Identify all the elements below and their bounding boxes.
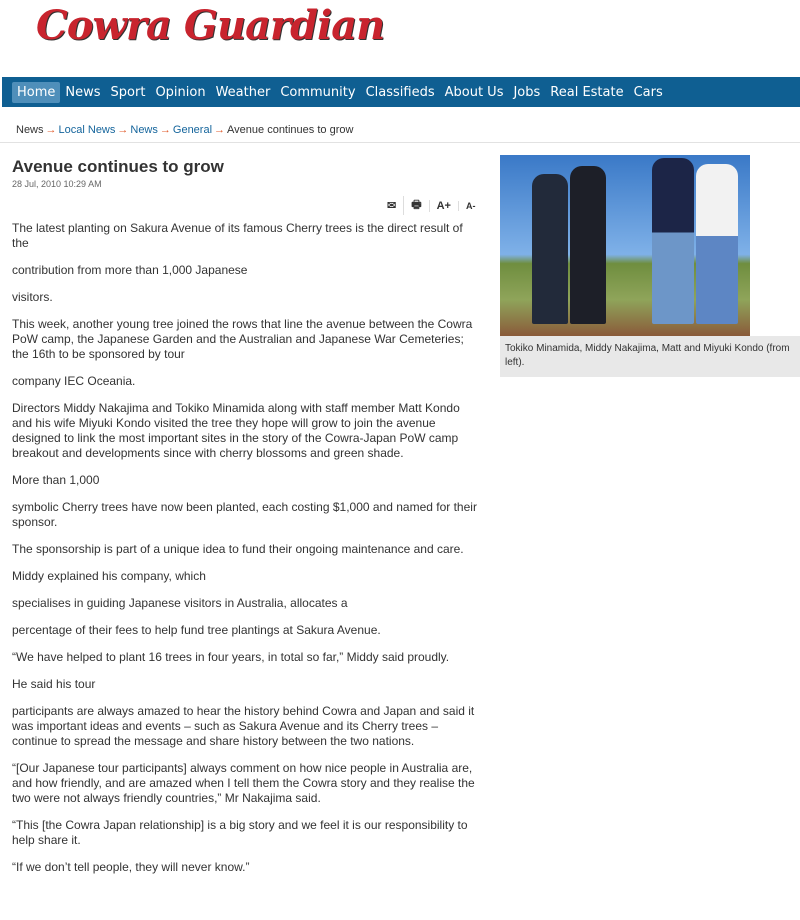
article-body (12, 221, 477, 887)
article-paragraph: contribution from more than 1,000 Japanese (12, 263, 248, 277)
breadcrumb-separator: → (117, 124, 129, 136)
breadcrumb-link[interactable]: News (16, 124, 44, 136)
breadcrumb-link[interactable]: General (172, 124, 213, 136)
nav-item-news[interactable]: News (65, 84, 101, 100)
article-tools (380, 196, 482, 215)
article-paragraph: participants are always amazed to hear the history behind Cowra and Japan and said it was important ideas and events – such as Sakura Avenue and its Cherry trees – continue to spread the message and share history between the two nations. (12, 704, 475, 748)
nav-item-real-estate[interactable]: Real Estate (550, 84, 624, 100)
article-paragraph: This week, another young tree joined the rows that line the avenue between the Cowra PoW camp, the Japanese Garden and the Australian and Japanese War Cemeteries; the 16th to be sponsored by tour (12, 317, 473, 361)
article-paragraph: The latest planting on Sakura Avenue of its famous Cherry trees is the direct result of the (12, 221, 463, 250)
article-paragraph: company IEC Oceania. (12, 374, 136, 388)
article-paragraph: “If we don’t tell people, they will never know.” (12, 860, 250, 874)
article-paragraph: The sponsorship is part of a unique idea to fund their ongoing maintenance and care. (12, 542, 464, 556)
nav-item-about-us[interactable]: About Us (444, 84, 504, 100)
nav-item-sport[interactable]: Sport (110, 84, 146, 100)
article-paragraph: “[Our Japanese tour participants] always comment on how nice people in Australia are, and how friendly, and are amazed when I tell them the Cowra story and they realise the two were not always friendly countries,” Mr Nakajima said. (12, 761, 475, 805)
nav-item-opinion[interactable]: Opinion (155, 84, 206, 100)
article-paragraph: “We have helped to plant 16 trees in four years, in total so far,” Middy said proudly. (12, 650, 450, 664)
nav-item-weather[interactable]: Weather (215, 84, 271, 100)
article-paragraph: “This [the Cowra Japan relationship] is a big story and we feel it is our responsibility to help share it. (12, 818, 468, 847)
breadcrumb-separator: → (45, 124, 57, 136)
article-paragraph: specialises in guiding Japanese visitors in Australia, allocates a (12, 596, 348, 610)
photo-caption: Tokiko Minamida, Middy Nakajima, Matt and Miyuki Kondo (from left). (500, 336, 800, 377)
breadcrumb-separator: → (159, 124, 171, 136)
article-paragraph: Middy explained his company, which (12, 569, 206, 583)
article-date: 28 Jul, 2010 10:29 AM (12, 179, 102, 189)
article-paragraph: visitors. (12, 290, 53, 304)
article-paragraph: More than 1,000 (12, 473, 100, 487)
breadcrumb-link[interactable]: News (130, 124, 158, 136)
breadcrumb-separator: → (214, 124, 226, 136)
article-title: Avenue continues to grow (12, 157, 224, 176)
font-increase-button[interactable]: A+ (429, 200, 458, 212)
article-paragraph: percentage of their fees to help fund tree plantings at Sakura Avenue. (12, 623, 381, 637)
article-paragraph: Directors Middy Nakajima and Tokiko Minamida along with staff member Matt Kondo and his wife Miyuki Kondo visited the tree they hope will grow to join the avenue designed to link the most important sites in the story of the Cowra-Japan PoW camp breakout and developments since with cherry blossoms and green shade. (12, 401, 460, 460)
nav-item-home[interactable]: Home (12, 82, 60, 103)
print-icon[interactable]: 🖶 (403, 196, 428, 215)
site-logo[interactable]: Cowra Guardian (36, 2, 385, 49)
nav-item-cars[interactable]: Cars (633, 84, 663, 100)
nav-item-classifieds[interactable]: Classifieds (365, 84, 435, 100)
nav-item-jobs[interactable]: Jobs (513, 84, 541, 100)
breadcrumb-link[interactable]: Local News (58, 124, 116, 136)
article-paragraph: symbolic Cherry trees have now been planted, each costing $1,000 and named for their sponsor. (12, 500, 477, 529)
divider (0, 142, 800, 143)
article-photo[interactable] (500, 155, 750, 336)
breadcrumb (16, 124, 353, 136)
email-icon[interactable]: ✉ (387, 200, 397, 212)
font-decrease-button[interactable]: A- (458, 201, 483, 211)
main-nav (2, 77, 800, 107)
breadcrumb-current: Avenue continues to grow (227, 124, 354, 136)
nav-item-community[interactable]: Community (280, 84, 356, 100)
article-paragraph: He said his tour (12, 677, 96, 691)
